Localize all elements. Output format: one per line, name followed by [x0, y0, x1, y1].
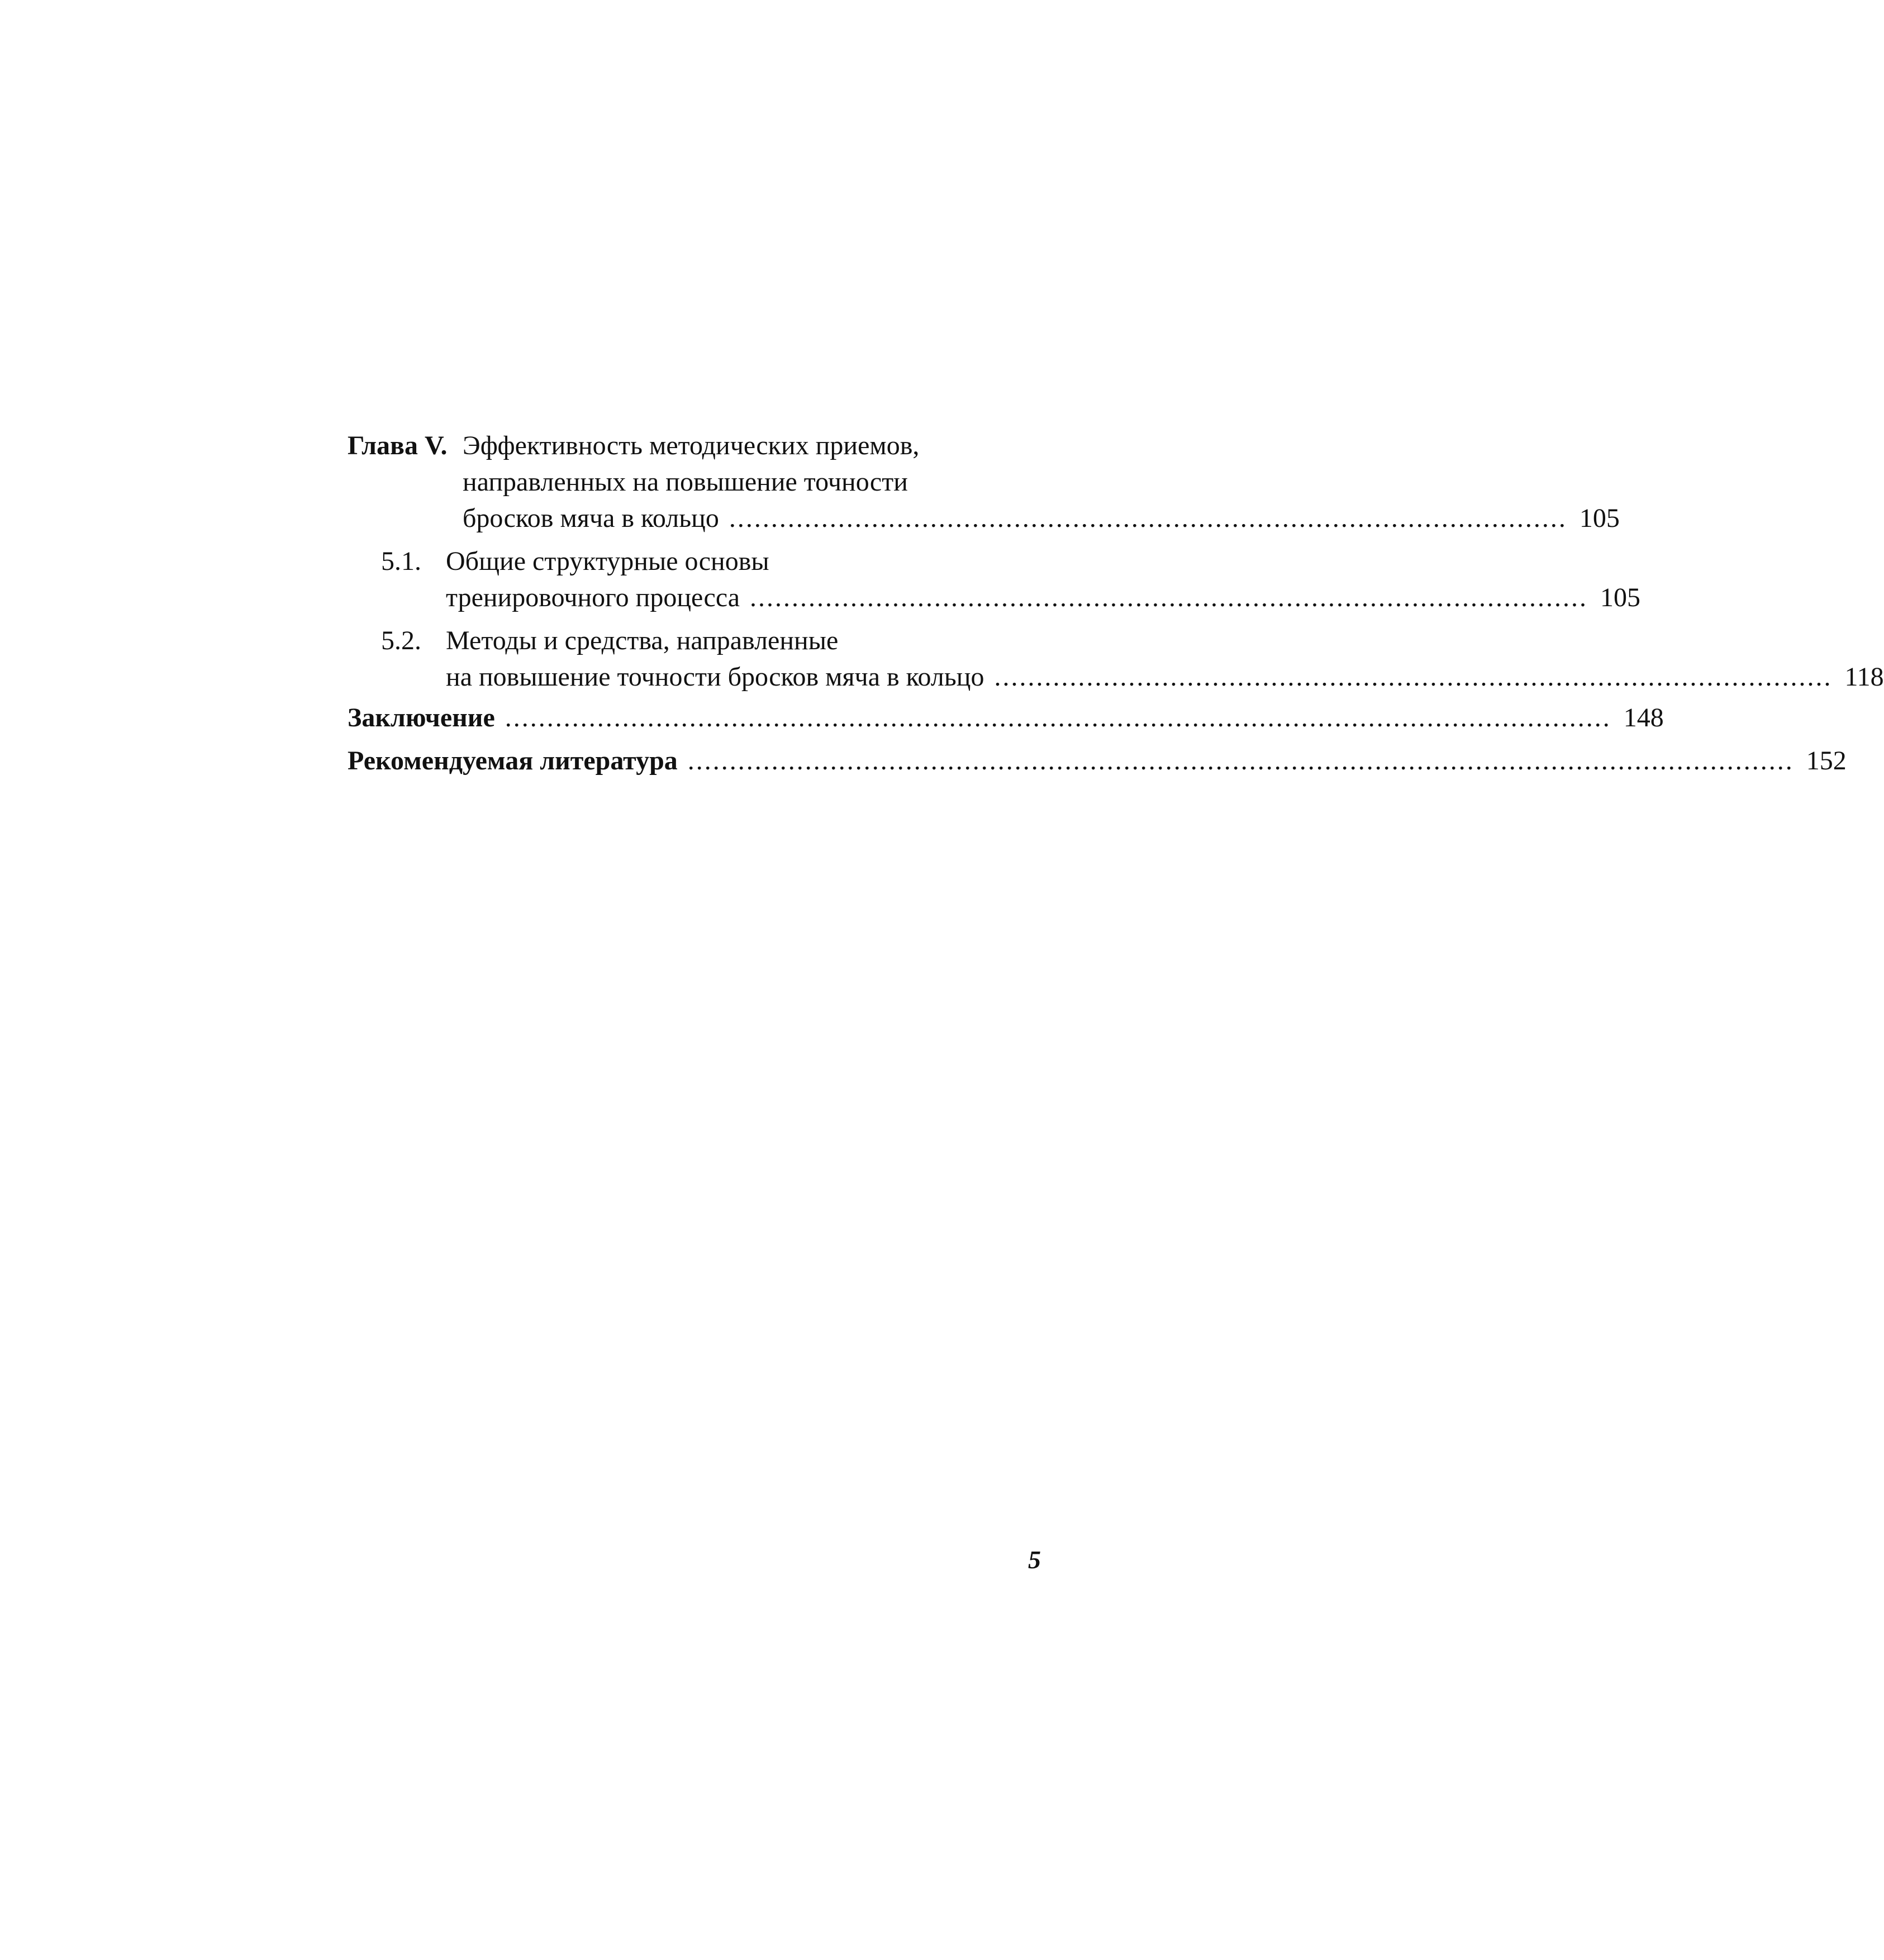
- dot-leader: ....................................................................................................: [729, 503, 1567, 533]
- dot-leader: ....................................................................................................................................: [505, 703, 1611, 732]
- page-ref: 105: [1579, 503, 1620, 533]
- page-ref: 105: [1600, 583, 1641, 612]
- page-ref: 152: [1806, 746, 1847, 776]
- dot-leader: ....................................................................................................................................: [687, 746, 1794, 776]
- chapter-title-line-3: бросков мяча в кольцо: [463, 503, 719, 533]
- chapter-title-line-1: Эффективность методических приемов,: [463, 431, 920, 460]
- dot-leader: ....................................................................................................: [994, 662, 1833, 692]
- page-number: 5: [1028, 1545, 1041, 1574]
- chapter-label: Глава V.: [348, 431, 448, 460]
- toc-entry-section-5-2[interactable]: [348, 622, 1884, 695]
- page-ref: 148: [1623, 703, 1664, 732]
- page-ref: 118: [1844, 662, 1884, 692]
- chapter-title-line-2: направленных на повышение точности: [463, 467, 908, 497]
- table-of-contents: [348, 427, 1884, 779]
- section-number: 5.2.: [381, 626, 421, 655]
- dot-leader: ....................................................................................................: [750, 583, 1588, 612]
- toc-entry-chapter-5[interactable]: [348, 427, 1620, 536]
- toc-entry-literature[interactable]: [348, 743, 1847, 779]
- toc-entry-conclusion[interactable]: [348, 700, 1664, 736]
- section-title-line-2: на повышение точности бросков мяча в кольцо: [446, 662, 984, 692]
- section-title-line-1: Общие структурные основы: [446, 546, 769, 576]
- section-title-line-1: Методы и средства, направленные: [446, 626, 839, 655]
- section-title-line-2: тренировочного процесса: [446, 583, 740, 612]
- conclusion-label: Заключение: [348, 703, 495, 732]
- toc-entry-section-5-1[interactable]: [348, 543, 1641, 616]
- section-number: 5.1.: [381, 546, 421, 576]
- literature-label: Рекомендуемая литература: [348, 746, 678, 776]
